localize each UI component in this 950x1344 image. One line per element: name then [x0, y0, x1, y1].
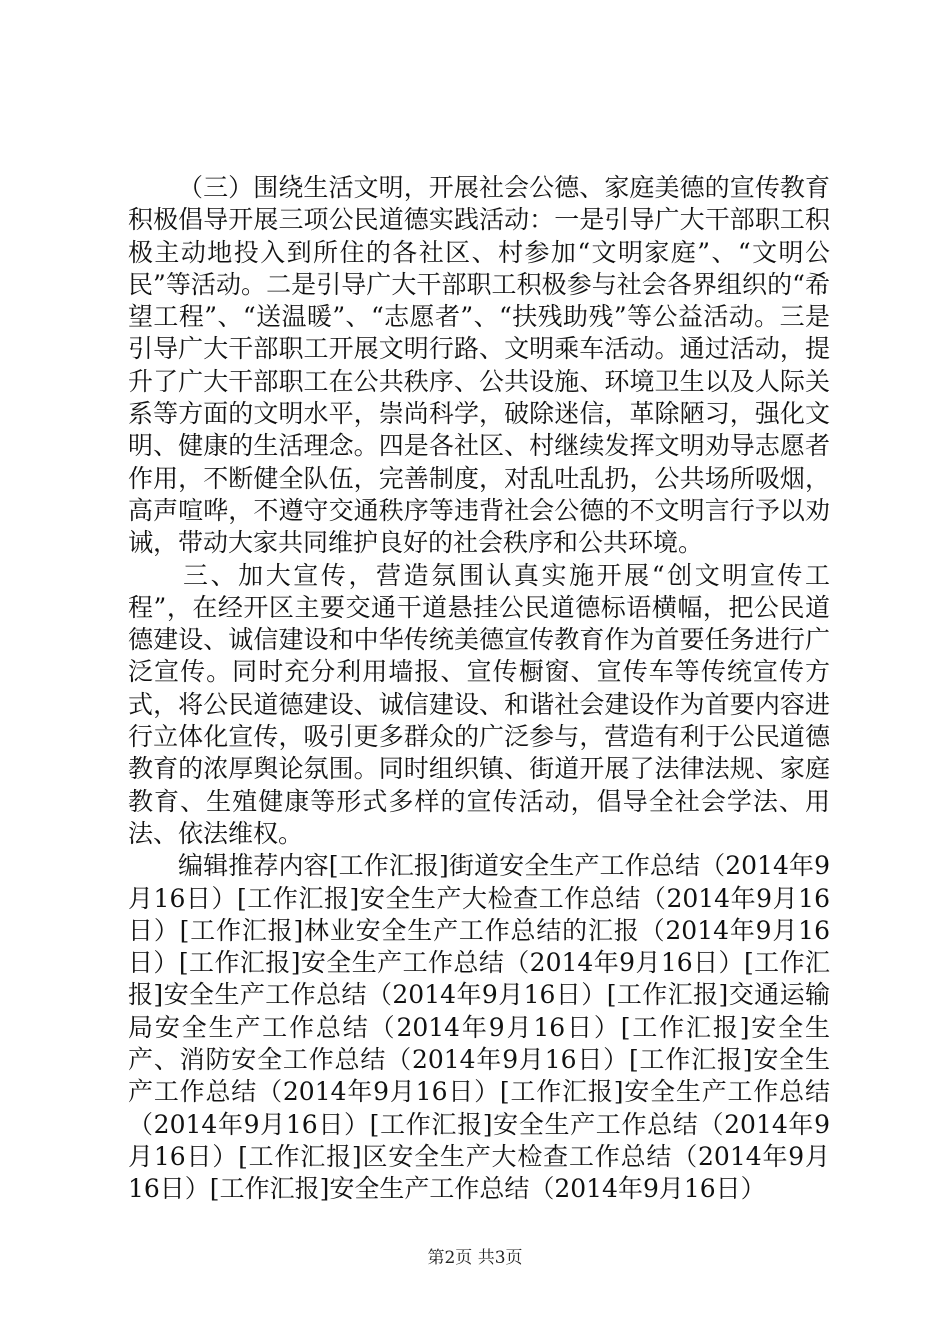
- page-footer: 第2页 共3页: [427, 1248, 523, 1268]
- paragraph-life-civilization: （三）围绕生活文明，开展社会公德、家庭美德的宣传教育积极倡导开展三项公民道德实践活动：一是引导广大干部职工积极主动地投入到所住的各社区、村参加“文明家庭”、“文明公民”等活动。二是引导广大干部职工积极参与社会各界组织的“希望工程”、“送温暖”、“志愿者”、“扶残助残”等公益活动。三是引导广大干部职工开展文明行路、文明乘车活动。通过活动，提升了广大干部职工在公共秩序、公共设施、环境卫生以及人际关系等方面的文明水平，崇尚科学，破除迷信，革除陋习，强化文明、健康的生活理念。四是各社区、村继续发挥文明劝导志愿者作用，不断健全队伍，完善制度，对乱吐乱扔，公共场所吸烟，高声喧哗，不遵守交通秩序等违背社会公德的不文明言行予以劝诫，带动大家共同维护良好的社会秩序和公共环境。: [128, 173, 830, 558]
- paragraph-recommended-content: 编辑推荐内容[工作汇报]街道安全生产工作总结（2014年9月16日）[工作汇报]安全生产大检查工作总结（2014年9月16日）[工作汇报]林业安全生产工作总结的汇报（2014年9月16日）[工作汇报]安全生产工作总结（2014年9月16日）[工作汇报]安全生产工作总结（2014年9月16日）[工作汇报]交通运输局安全生产工作总结（2014年9月16日）[工作汇报]安全生产、消防安全工作总结（2014年9月16日）[工作汇报]安全生产工作总结（2014年9月16日）[工作汇报]安全生产工作总结（2014年9月16日）[工作汇报]安全生产工作总结（2014年9月16日）[工作汇报]区安全生产大检查工作总结（2014年9月16日）[工作汇报]安全生产工作总结（2014年9月16日）: [128, 851, 830, 1204]
- document-body: [128, 172, 830, 1206]
- paragraph-publicity: 三、加大宣传，营造氛围认真实施开展“创文明宣传工程”，在经开区主要交通干道悬挂公民道德标语横幅，把公民道德建设、诚信建设和中华传统美德宣传教育作为首要任务进行广泛宣传。同时充分利用墙报、宣传橱窗、宣传车等传统宣传方式，将公民道德建设、诚信建设、和谐社会建设作为首要内容进行立体化宣传，吸引更多群众的广泛参与，营造有利于公民道德教育的浓厚舆论氛围。同时组织镇、街道开展了法律法规、家庭教育、生殖健康等形式多样的宣传活动，倡导全社会学法、用法、依法维权。: [128, 560, 830, 848]
